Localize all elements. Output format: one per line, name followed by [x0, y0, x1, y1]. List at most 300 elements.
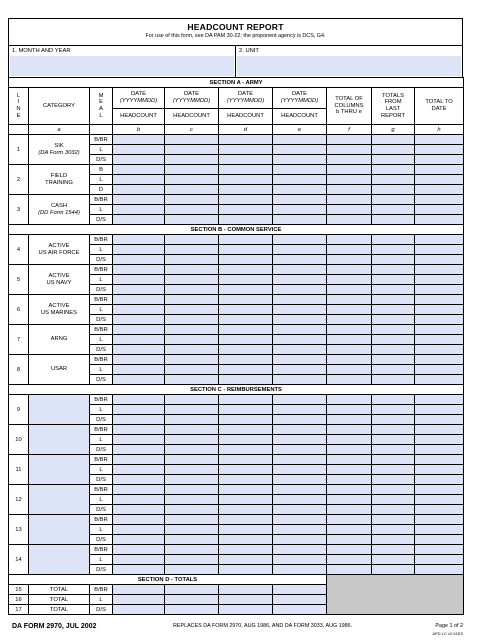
- headcount-input[interactable]: [327, 515, 372, 525]
- headcount-input[interactable]: [372, 355, 415, 365]
- total-input[interactable]: [165, 595, 219, 605]
- total-input[interactable]: [113, 595, 165, 605]
- headcount-input[interactable]: [273, 165, 327, 175]
- headcount-input[interactable]: [327, 275, 372, 285]
- headcount-input[interactable]: [372, 485, 415, 495]
- headcount-input[interactable]: [372, 555, 415, 565]
- headcount-input[interactable]: [415, 315, 464, 325]
- headcount-input[interactable]: [165, 545, 219, 555]
- headcount-input[interactable]: [327, 255, 372, 265]
- headcount-input[interactable]: [113, 525, 165, 535]
- headcount-input[interactable]: [327, 285, 372, 295]
- headcount-input[interactable]: [273, 535, 327, 545]
- headcount-input[interactable]: [113, 535, 165, 545]
- headcount-input[interactable]: [415, 465, 464, 475]
- headcount-input[interactable]: [273, 255, 327, 265]
- headcount-input[interactable]: [327, 395, 372, 405]
- headcount-input[interactable]: [273, 345, 327, 355]
- headcount-input[interactable]: [113, 315, 165, 325]
- headcount-input[interactable]: [327, 175, 372, 185]
- headcount-input[interactable]: [372, 465, 415, 475]
- headcount-input[interactable]: [415, 245, 464, 255]
- headcount-input[interactable]: [273, 175, 327, 185]
- headcount-input[interactable]: [165, 445, 219, 455]
- headcount-input[interactable]: [273, 235, 327, 245]
- headcount-input[interactable]: [273, 395, 327, 405]
- total-input[interactable]: [113, 605, 165, 615]
- headcount-input[interactable]: [165, 265, 219, 275]
- total-input[interactable]: [165, 605, 219, 615]
- headcount-input[interactable]: [327, 465, 372, 475]
- headcount-input[interactable]: [165, 535, 219, 545]
- headcount-input[interactable]: [165, 315, 219, 325]
- headcount-input[interactable]: [327, 525, 372, 535]
- headcount-input[interactable]: [327, 155, 372, 165]
- headcount-input[interactable]: [327, 345, 372, 355]
- total-input[interactable]: [113, 585, 165, 595]
- headcount-input[interactable]: [113, 465, 165, 475]
- headcount-input[interactable]: [219, 325, 273, 335]
- headcount-input[interactable]: [165, 255, 219, 265]
- headcount-input[interactable]: [219, 375, 273, 385]
- headcount-input[interactable]: [273, 295, 327, 305]
- headcount-input[interactable]: [165, 435, 219, 445]
- headcount-input[interactable]: [165, 325, 219, 335]
- headcount-input[interactable]: [372, 205, 415, 215]
- headcount-input[interactable]: [327, 505, 372, 515]
- headcount-input[interactable]: [165, 235, 219, 245]
- headcount-input[interactable]: [273, 155, 327, 165]
- headcount-input[interactable]: [372, 515, 415, 525]
- headcount-input[interactable]: [327, 185, 372, 195]
- headcount-input[interactable]: [113, 155, 165, 165]
- headcount-input[interactable]: [327, 315, 372, 325]
- headcount-input[interactable]: [219, 515, 273, 525]
- headcount-input[interactable]: [415, 405, 464, 415]
- headcount-input[interactable]: [372, 365, 415, 375]
- headcount-input[interactable]: [415, 285, 464, 295]
- headcount-input[interactable]: [219, 475, 273, 485]
- headcount-input[interactable]: [165, 275, 219, 285]
- headcount-input[interactable]: [113, 365, 165, 375]
- headcount-input[interactable]: [273, 555, 327, 565]
- headcount-input[interactable]: [273, 565, 327, 575]
- headcount-input[interactable]: [113, 185, 165, 195]
- headcount-input[interactable]: [113, 265, 165, 275]
- headcount-input[interactable]: [219, 335, 273, 345]
- headcount-input[interactable]: [372, 445, 415, 455]
- headcount-input[interactable]: [415, 345, 464, 355]
- headcount-input[interactable]: [219, 355, 273, 365]
- headcount-input[interactable]: [372, 215, 415, 225]
- headcount-input[interactable]: [372, 565, 415, 575]
- category-input[interactable]: [29, 485, 90, 515]
- headcount-input[interactable]: [219, 175, 273, 185]
- headcount-input[interactable]: [219, 255, 273, 265]
- headcount-input[interactable]: [372, 175, 415, 185]
- headcount-input[interactable]: [273, 275, 327, 285]
- headcount-input[interactable]: [165, 475, 219, 485]
- headcount-input[interactable]: [273, 185, 327, 195]
- headcount-input[interactable]: [219, 465, 273, 475]
- headcount-input[interactable]: [113, 175, 165, 185]
- headcount-input[interactable]: [273, 415, 327, 425]
- headcount-input[interactable]: [165, 485, 219, 495]
- month-year-input[interactable]: [10, 56, 234, 76]
- headcount-input[interactable]: [165, 305, 219, 315]
- headcount-input[interactable]: [219, 215, 273, 225]
- headcount-input[interactable]: [327, 265, 372, 275]
- headcount-input[interactable]: [327, 215, 372, 225]
- headcount-input[interactable]: [372, 415, 415, 425]
- unit-input[interactable]: [237, 56, 461, 76]
- headcount-input[interactable]: [165, 555, 219, 565]
- headcount-input[interactable]: [415, 165, 464, 175]
- headcount-input[interactable]: [219, 155, 273, 165]
- headcount-input[interactable]: [219, 315, 273, 325]
- headcount-input[interactable]: [165, 405, 219, 415]
- headcount-input[interactable]: [415, 295, 464, 305]
- headcount-input[interactable]: [113, 335, 165, 345]
- headcount-input[interactable]: [327, 235, 372, 245]
- headcount-input[interactable]: [327, 205, 372, 215]
- headcount-input[interactable]: [219, 525, 273, 535]
- headcount-input[interactable]: [372, 345, 415, 355]
- headcount-input[interactable]: [327, 135, 372, 145]
- headcount-input[interactable]: [415, 365, 464, 375]
- headcount-input[interactable]: [219, 185, 273, 195]
- headcount-input[interactable]: [113, 555, 165, 565]
- headcount-input[interactable]: [219, 545, 273, 555]
- headcount-input[interactable]: [327, 375, 372, 385]
- headcount-input[interactable]: [327, 455, 372, 465]
- headcount-input[interactable]: [415, 155, 464, 165]
- headcount-input[interactable]: [113, 485, 165, 495]
- headcount-input[interactable]: [415, 185, 464, 195]
- headcount-input[interactable]: [165, 415, 219, 425]
- headcount-input[interactable]: [273, 405, 327, 415]
- headcount-input[interactable]: [165, 285, 219, 295]
- headcount-input[interactable]: [273, 355, 327, 365]
- headcount-input[interactable]: [273, 525, 327, 535]
- headcount-input[interactable]: [273, 485, 327, 495]
- headcount-input[interactable]: [415, 525, 464, 535]
- headcount-input[interactable]: [327, 195, 372, 205]
- headcount-input[interactable]: [113, 425, 165, 435]
- headcount-input[interactable]: [113, 395, 165, 405]
- headcount-input[interactable]: [273, 375, 327, 385]
- headcount-input[interactable]: [113, 565, 165, 575]
- headcount-input[interactable]: [327, 475, 372, 485]
- headcount-input[interactable]: [327, 565, 372, 575]
- headcount-input[interactable]: [113, 255, 165, 265]
- headcount-input[interactable]: [273, 465, 327, 475]
- headcount-input[interactable]: [327, 405, 372, 415]
- headcount-input[interactable]: [113, 195, 165, 205]
- headcount-input[interactable]: [415, 445, 464, 455]
- headcount-input[interactable]: [113, 345, 165, 355]
- headcount-input[interactable]: [219, 345, 273, 355]
- headcount-input[interactable]: [327, 295, 372, 305]
- headcount-input[interactable]: [219, 305, 273, 315]
- headcount-input[interactable]: [372, 315, 415, 325]
- headcount-input[interactable]: [327, 365, 372, 375]
- total-input[interactable]: [273, 585, 327, 595]
- headcount-input[interactable]: [327, 485, 372, 495]
- headcount-input[interactable]: [165, 145, 219, 155]
- headcount-input[interactable]: [327, 245, 372, 255]
- headcount-input[interactable]: [372, 425, 415, 435]
- headcount-input[interactable]: [113, 295, 165, 305]
- headcount-input[interactable]: [415, 135, 464, 145]
- headcount-input[interactable]: [113, 205, 165, 215]
- headcount-input[interactable]: [273, 365, 327, 375]
- headcount-input[interactable]: [113, 235, 165, 245]
- headcount-input[interactable]: [165, 375, 219, 385]
- headcount-input[interactable]: [165, 495, 219, 505]
- headcount-input[interactable]: [372, 325, 415, 335]
- headcount-input[interactable]: [415, 335, 464, 345]
- headcount-input[interactable]: [415, 205, 464, 215]
- headcount-input[interactable]: [165, 355, 219, 365]
- headcount-input[interactable]: [327, 415, 372, 425]
- total-input[interactable]: [219, 585, 273, 595]
- headcount-input[interactable]: [219, 235, 273, 245]
- headcount-input[interactable]: [415, 275, 464, 285]
- category-input[interactable]: [29, 455, 90, 485]
- headcount-input[interactable]: [415, 375, 464, 385]
- headcount-input[interactable]: [415, 455, 464, 465]
- headcount-input[interactable]: [165, 395, 219, 405]
- headcount-input[interactable]: [327, 425, 372, 435]
- headcount-input[interactable]: [165, 165, 219, 175]
- headcount-input[interactable]: [219, 555, 273, 565]
- headcount-input[interactable]: [415, 255, 464, 265]
- headcount-input[interactable]: [165, 215, 219, 225]
- headcount-input[interactable]: [273, 305, 327, 315]
- headcount-input[interactable]: [165, 185, 219, 195]
- headcount-input[interactable]: [372, 245, 415, 255]
- headcount-input[interactable]: [372, 155, 415, 165]
- headcount-input[interactable]: [372, 165, 415, 175]
- headcount-input[interactable]: [327, 145, 372, 155]
- headcount-input[interactable]: [273, 265, 327, 275]
- headcount-input[interactable]: [372, 535, 415, 545]
- headcount-input[interactable]: [165, 155, 219, 165]
- headcount-input[interactable]: [113, 165, 165, 175]
- headcount-input[interactable]: [273, 205, 327, 215]
- headcount-input[interactable]: [415, 495, 464, 505]
- headcount-input[interactable]: [165, 565, 219, 575]
- headcount-input[interactable]: [415, 305, 464, 315]
- headcount-input[interactable]: [219, 405, 273, 415]
- headcount-input[interactable]: [415, 145, 464, 155]
- headcount-input[interactable]: [113, 495, 165, 505]
- headcount-input[interactable]: [273, 215, 327, 225]
- headcount-input[interactable]: [113, 415, 165, 425]
- total-input[interactable]: [273, 595, 327, 605]
- headcount-input[interactable]: [327, 355, 372, 365]
- headcount-input[interactable]: [327, 165, 372, 175]
- headcount-input[interactable]: [273, 425, 327, 435]
- headcount-input[interactable]: [219, 145, 273, 155]
- headcount-input[interactable]: [372, 495, 415, 505]
- headcount-input[interactable]: [372, 435, 415, 445]
- headcount-input[interactable]: [415, 355, 464, 365]
- headcount-input[interactable]: [165, 425, 219, 435]
- headcount-input[interactable]: [165, 345, 219, 355]
- headcount-input[interactable]: [113, 275, 165, 285]
- total-input[interactable]: [273, 605, 327, 615]
- headcount-input[interactable]: [113, 325, 165, 335]
- headcount-input[interactable]: [372, 275, 415, 285]
- headcount-input[interactable]: [372, 135, 415, 145]
- headcount-input[interactable]: [165, 135, 219, 145]
- headcount-input[interactable]: [415, 535, 464, 545]
- headcount-input[interactable]: [113, 355, 165, 365]
- headcount-input[interactable]: [219, 415, 273, 425]
- headcount-input[interactable]: [372, 195, 415, 205]
- headcount-input[interactable]: [273, 515, 327, 525]
- headcount-input[interactable]: [113, 375, 165, 385]
- headcount-input[interactable]: [372, 305, 415, 315]
- headcount-input[interactable]: [165, 295, 219, 305]
- headcount-input[interactable]: [372, 295, 415, 305]
- headcount-input[interactable]: [165, 245, 219, 255]
- headcount-input[interactable]: [113, 405, 165, 415]
- headcount-input[interactable]: [415, 505, 464, 515]
- headcount-input[interactable]: [165, 465, 219, 475]
- headcount-input[interactable]: [372, 335, 415, 345]
- headcount-input[interactable]: [219, 295, 273, 305]
- headcount-input[interactable]: [372, 145, 415, 155]
- headcount-input[interactable]: [327, 335, 372, 345]
- headcount-input[interactable]: [327, 555, 372, 565]
- headcount-input[interactable]: [165, 525, 219, 535]
- headcount-input[interactable]: [113, 445, 165, 455]
- headcount-input[interactable]: [113, 215, 165, 225]
- headcount-input[interactable]: [372, 395, 415, 405]
- headcount-input[interactable]: [273, 455, 327, 465]
- headcount-input[interactable]: [219, 205, 273, 215]
- headcount-input[interactable]: [165, 505, 219, 515]
- headcount-input[interactable]: [219, 165, 273, 175]
- headcount-input[interactable]: [273, 495, 327, 505]
- headcount-input[interactable]: [273, 195, 327, 205]
- headcount-input[interactable]: [219, 455, 273, 465]
- headcount-input[interactable]: [219, 365, 273, 375]
- headcount-input[interactable]: [273, 505, 327, 515]
- headcount-input[interactable]: [165, 365, 219, 375]
- headcount-input[interactable]: [415, 475, 464, 485]
- headcount-input[interactable]: [372, 285, 415, 295]
- headcount-input[interactable]: [415, 425, 464, 435]
- headcount-input[interactable]: [165, 335, 219, 345]
- headcount-input[interactable]: [273, 315, 327, 325]
- headcount-input[interactable]: [415, 215, 464, 225]
- headcount-input[interactable]: [372, 265, 415, 275]
- headcount-input[interactable]: [327, 305, 372, 315]
- headcount-input[interactable]: [273, 545, 327, 555]
- headcount-input[interactable]: [113, 515, 165, 525]
- headcount-input[interactable]: [219, 445, 273, 455]
- headcount-input[interactable]: [273, 135, 327, 145]
- headcount-input[interactable]: [273, 145, 327, 155]
- headcount-input[interactable]: [219, 435, 273, 445]
- total-input[interactable]: [219, 595, 273, 605]
- category-input[interactable]: [29, 395, 90, 425]
- headcount-input[interactable]: [415, 415, 464, 425]
- headcount-input[interactable]: [219, 565, 273, 575]
- headcount-input[interactable]: [219, 135, 273, 145]
- headcount-input[interactable]: [165, 455, 219, 465]
- headcount-input[interactable]: [372, 185, 415, 195]
- headcount-input[interactable]: [415, 395, 464, 405]
- headcount-input[interactable]: [415, 515, 464, 525]
- headcount-input[interactable]: [372, 525, 415, 535]
- headcount-input[interactable]: [165, 205, 219, 215]
- category-input[interactable]: [29, 425, 90, 455]
- headcount-input[interactable]: [415, 485, 464, 495]
- total-input[interactable]: [219, 605, 273, 615]
- headcount-input[interactable]: [273, 445, 327, 455]
- headcount-input[interactable]: [415, 195, 464, 205]
- headcount-input[interactable]: [113, 135, 165, 145]
- headcount-input[interactable]: [219, 265, 273, 275]
- headcount-input[interactable]: [219, 245, 273, 255]
- headcount-input[interactable]: [273, 475, 327, 485]
- headcount-input[interactable]: [219, 395, 273, 405]
- headcount-input[interactable]: [219, 425, 273, 435]
- headcount-input[interactable]: [372, 405, 415, 415]
- headcount-input[interactable]: [327, 445, 372, 455]
- headcount-input[interactable]: [415, 555, 464, 565]
- headcount-input[interactable]: [415, 325, 464, 335]
- headcount-input[interactable]: [327, 495, 372, 505]
- total-input[interactable]: [165, 585, 219, 595]
- headcount-input[interactable]: [372, 505, 415, 515]
- headcount-input[interactable]: [113, 455, 165, 465]
- headcount-input[interactable]: [113, 545, 165, 555]
- headcount-input[interactable]: [219, 285, 273, 295]
- headcount-input[interactable]: [372, 545, 415, 555]
- headcount-input[interactable]: [219, 195, 273, 205]
- headcount-input[interactable]: [219, 485, 273, 495]
- headcount-input[interactable]: [415, 235, 464, 245]
- headcount-input[interactable]: [327, 325, 372, 335]
- category-input[interactable]: [29, 515, 90, 545]
- headcount-input[interactable]: [327, 545, 372, 555]
- headcount-input[interactable]: [327, 435, 372, 445]
- headcount-input[interactable]: [113, 505, 165, 515]
- headcount-input[interactable]: [273, 335, 327, 345]
- headcount-input[interactable]: [113, 305, 165, 315]
- headcount-input[interactable]: [219, 535, 273, 545]
- headcount-input[interactable]: [372, 375, 415, 385]
- headcount-input[interactable]: [372, 235, 415, 245]
- headcount-input[interactable]: [372, 475, 415, 485]
- headcount-input[interactable]: [415, 545, 464, 555]
- headcount-input[interactable]: [372, 255, 415, 265]
- headcount-input[interactable]: [372, 455, 415, 465]
- headcount-input[interactable]: [273, 245, 327, 255]
- headcount-input[interactable]: [415, 175, 464, 185]
- headcount-input[interactable]: [165, 515, 219, 525]
- headcount-input[interactable]: [113, 435, 165, 445]
- headcount-input[interactable]: [165, 175, 219, 185]
- headcount-input[interactable]: [219, 505, 273, 515]
- headcount-input[interactable]: [113, 475, 165, 485]
